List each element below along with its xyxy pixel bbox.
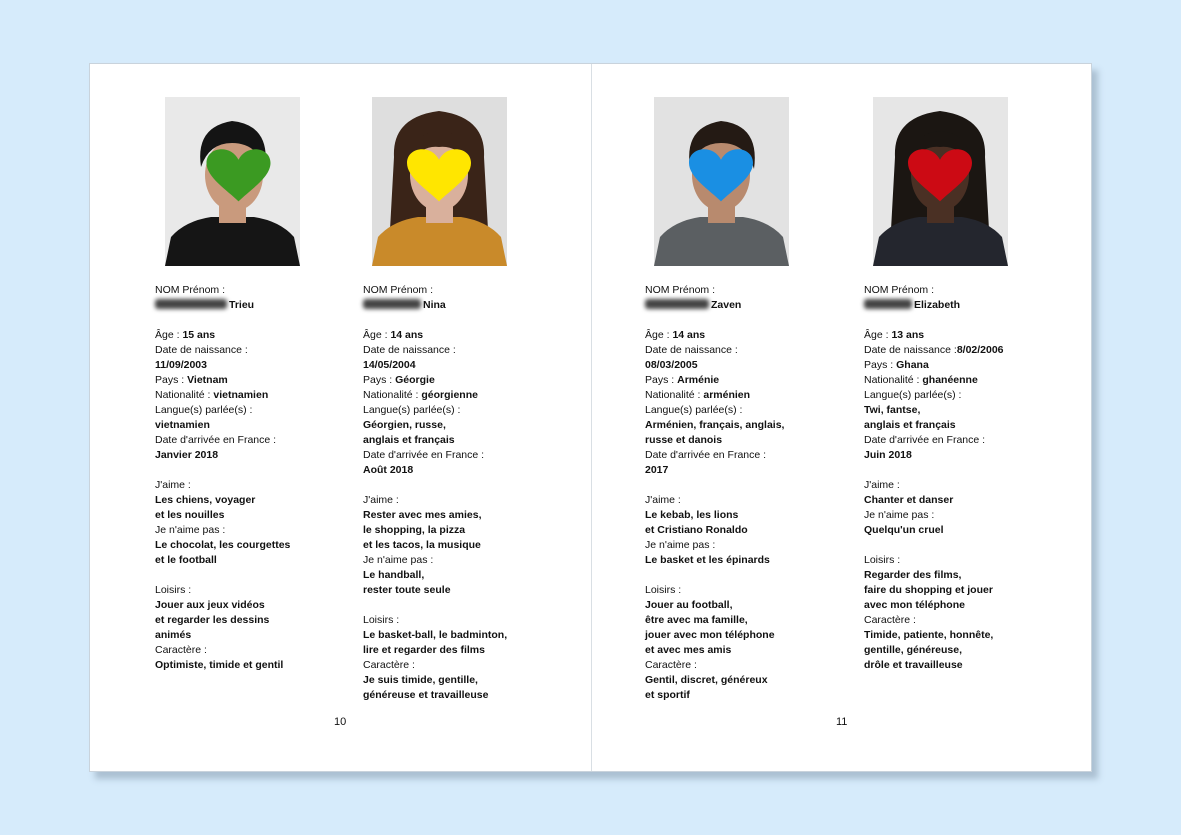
hobbies-value: faire du shopping et jouer	[864, 584, 993, 596]
spacer	[864, 538, 1074, 553]
dislikes-label: Je n'aime pas :	[645, 539, 716, 551]
dislikes-value: rester toute seule	[363, 584, 451, 596]
nationality-value: géorgienne	[421, 389, 478, 401]
redacted-surname	[864, 299, 912, 309]
arrival-label: Date d'arrivée en France :	[645, 449, 767, 461]
likes-label: J'aime :	[864, 479, 900, 491]
arrival-label: Date d'arrivée en France :	[864, 434, 986, 446]
spacer	[864, 313, 1074, 328]
name-label: NOM Prénom :	[645, 284, 716, 296]
country-value: Vietnam	[187, 374, 228, 386]
name-label: NOM Prénom :	[155, 284, 226, 296]
languages-value: Arménien, français, anglais,	[645, 419, 785, 431]
hobbies-value: Jouer aux jeux vidéos	[155, 599, 265, 611]
hobbies-label: Loisirs :	[155, 584, 192, 596]
country	[864, 358, 1074, 373]
spacer	[645, 568, 855, 583]
portrait-photo	[372, 97, 507, 266]
likes-value: et Cristiano Ronaldo	[645, 524, 748, 536]
character-value: Gentil, discret, généreux	[645, 674, 768, 686]
birth-date	[864, 343, 1074, 358]
character-label: Caractère :	[155, 644, 207, 656]
arrival-value: Août 2018	[363, 464, 414, 476]
profile-card	[645, 97, 855, 703]
hobbies-label: Loisirs :	[363, 614, 400, 626]
spacer	[155, 313, 365, 328]
likes-label: J'aime :	[155, 479, 191, 491]
portrait-photo	[654, 97, 789, 266]
languages-value: Géorgien, russe,	[363, 419, 446, 431]
birth-date-value: 8/02/2006	[956, 344, 1004, 356]
country	[363, 373, 573, 388]
page-number-right: 11	[836, 716, 848, 728]
profile-card	[155, 97, 365, 673]
name-label: NOM Prénom :	[363, 284, 434, 296]
age	[155, 328, 365, 343]
age	[363, 328, 573, 343]
dislikes-label: Je n'aime pas :	[864, 509, 935, 521]
hobbies-value: avec mon téléphone	[864, 599, 965, 611]
age	[645, 328, 855, 343]
character-value: et sportif	[645, 689, 690, 701]
hobbies-label: Loisirs :	[645, 584, 682, 596]
nationality-label: Nationalité :	[155, 389, 214, 401]
nationality-value: ghanéenne	[922, 374, 978, 386]
portrait-photo	[165, 97, 300, 266]
likes-label: J'aime :	[645, 494, 681, 506]
likes-value: Le kebab, les lions	[645, 509, 739, 521]
dislikes-label: Je n'aime pas :	[155, 524, 226, 536]
character-value: gentille, généreuse,	[864, 644, 963, 656]
birth-date-label: Date de naissance :	[645, 344, 738, 356]
country-label: Pays :	[155, 374, 188, 386]
likes-value: Les chiens, voyager	[155, 494, 256, 506]
country-label: Pays :	[645, 374, 678, 386]
redacted-surname	[363, 299, 421, 309]
languages-label: Langue(s) parlée(s) :	[864, 389, 962, 401]
languages-value: vietnamien	[155, 419, 210, 431]
likes-value: Chanter et danser	[864, 494, 954, 506]
country	[645, 373, 855, 388]
full-name	[155, 298, 365, 313]
birth-date-label: Date de naissance :	[864, 344, 957, 356]
spacer	[645, 313, 855, 328]
birth-date-value: 14/05/2004	[363, 359, 416, 371]
character-value: Optimiste, timide et gentil	[155, 659, 284, 671]
first-name: Nina	[423, 299, 446, 311]
character-value: Timide, patiente, honnête,	[864, 629, 994, 641]
age	[864, 328, 1074, 343]
portrait-illustration	[165, 97, 300, 266]
arrival-label: Date d'arrivée en France :	[155, 434, 277, 446]
redacted-surname	[645, 299, 709, 309]
hobbies-label: Loisirs :	[864, 554, 901, 566]
likes-value: et les tacos, la musique	[363, 539, 481, 551]
likes-value: Rester avec mes amies,	[363, 509, 482, 521]
age-value: 14 ans	[672, 329, 706, 341]
first-name: Zaven	[711, 299, 742, 311]
likes-value: et les nouilles	[155, 509, 225, 521]
age-label: Âge :	[155, 329, 183, 341]
spacer	[363, 313, 573, 328]
nationality-label: Nationalité :	[363, 389, 422, 401]
country-label: Pays :	[363, 374, 396, 386]
hobbies-value: être avec ma famille,	[645, 614, 748, 626]
hobbies-value: et avec mes amis	[645, 644, 732, 656]
dislikes-value: Le basket et les épinards	[645, 554, 770, 566]
birth-date-value: 11/09/2003	[155, 359, 207, 371]
country-value: Arménie	[677, 374, 720, 386]
country	[155, 373, 365, 388]
languages-value: anglais et français	[864, 419, 956, 431]
arrival-value: 2017	[645, 464, 669, 476]
dislikes-label: Je n'aime pas :	[363, 554, 434, 566]
first-name: Elizabeth	[914, 299, 961, 311]
character-label: Caractère :	[363, 659, 415, 671]
spacer	[363, 598, 573, 613]
portrait-illustration	[654, 97, 789, 266]
nationality	[155, 388, 365, 403]
languages-value: russe et danois	[645, 434, 723, 446]
nationality	[864, 373, 1074, 388]
arrival-value: Juin 2018	[864, 449, 912, 461]
dislikes-value: Quelqu'un cruel	[864, 524, 944, 536]
country-label: Pays :	[864, 359, 897, 371]
full-name	[645, 298, 855, 313]
age-value: 13 ans	[891, 329, 925, 341]
character-value: généreuse et travailleuse	[363, 689, 489, 701]
nationality-value: arménien	[703, 389, 751, 401]
birth-date-value: 08/03/2005	[645, 359, 698, 371]
birth-date-label: Date de naissance :	[155, 344, 248, 356]
portrait-photo	[873, 97, 1008, 266]
hobbies-value: et regarder les dessins	[155, 614, 270, 626]
arrival-label: Date d'arrivée en France :	[363, 449, 485, 461]
age-value: 14 ans	[390, 329, 424, 341]
dislikes-value: Le handball,	[363, 569, 425, 581]
nationality-label: Nationalité :	[645, 389, 704, 401]
arrival-value: Janvier 2018	[155, 449, 219, 461]
likes-label: J'aime :	[363, 494, 399, 506]
full-name	[864, 298, 1074, 313]
hobbies-value: Le basket-ball, le badminton,	[363, 629, 508, 641]
hobbies-value: animés	[155, 629, 192, 641]
spacer	[155, 463, 365, 478]
portrait-illustration	[873, 97, 1008, 266]
country-value: Géorgie	[395, 374, 435, 386]
hobbies-value: jouer avec mon téléphone	[645, 629, 775, 641]
profile-card	[363, 97, 573, 703]
likes-value: le shopping, la pizza	[363, 524, 466, 536]
redacted-surname	[155, 299, 227, 309]
spacer	[645, 478, 855, 493]
character-value: Je suis timide, gentille,	[363, 674, 478, 686]
name-label: NOM Prénom :	[864, 284, 935, 296]
age-value: 15 ans	[182, 329, 216, 341]
character-value: drôle et travailleuse	[864, 659, 963, 671]
spacer	[155, 568, 365, 583]
spacer	[363, 478, 573, 493]
character-label: Caractère :	[864, 614, 916, 626]
page-spine	[591, 64, 592, 771]
profile-card	[864, 97, 1074, 673]
dislikes-value: et le football	[155, 554, 217, 566]
nationality-value: vietnamien	[213, 389, 269, 401]
portrait-illustration	[372, 97, 507, 266]
page-number-left: 10	[334, 716, 347, 728]
first-name: Trieu	[229, 299, 255, 311]
hobbies-value: Jouer au football,	[645, 599, 733, 611]
nationality	[645, 388, 855, 403]
languages-value: anglais et français	[363, 434, 455, 446]
age-label: Âge :	[645, 329, 673, 341]
age-label: Âge :	[363, 329, 391, 341]
nationality-label: Nationalité :	[864, 374, 923, 386]
languages-label: Langue(s) parlée(s) :	[363, 404, 461, 416]
spacer	[864, 463, 1074, 478]
languages-value: Twi, fantse,	[864, 404, 921, 416]
dislikes-value: Le chocolat, les courgettes	[155, 539, 291, 551]
nationality	[363, 388, 573, 403]
age-label: Âge :	[864, 329, 892, 341]
character-label: Caractère :	[645, 659, 697, 671]
hobbies-value: lire et regarder des films	[363, 644, 485, 656]
birth-date-label: Date de naissance :	[363, 344, 456, 356]
languages-label: Langue(s) parlée(s) :	[645, 404, 743, 416]
languages-label: Langue(s) parlée(s) :	[155, 404, 253, 416]
hobbies-value: Regarder des films,	[864, 569, 962, 581]
full-name	[363, 298, 573, 313]
country-value: Ghana	[896, 359, 929, 371]
